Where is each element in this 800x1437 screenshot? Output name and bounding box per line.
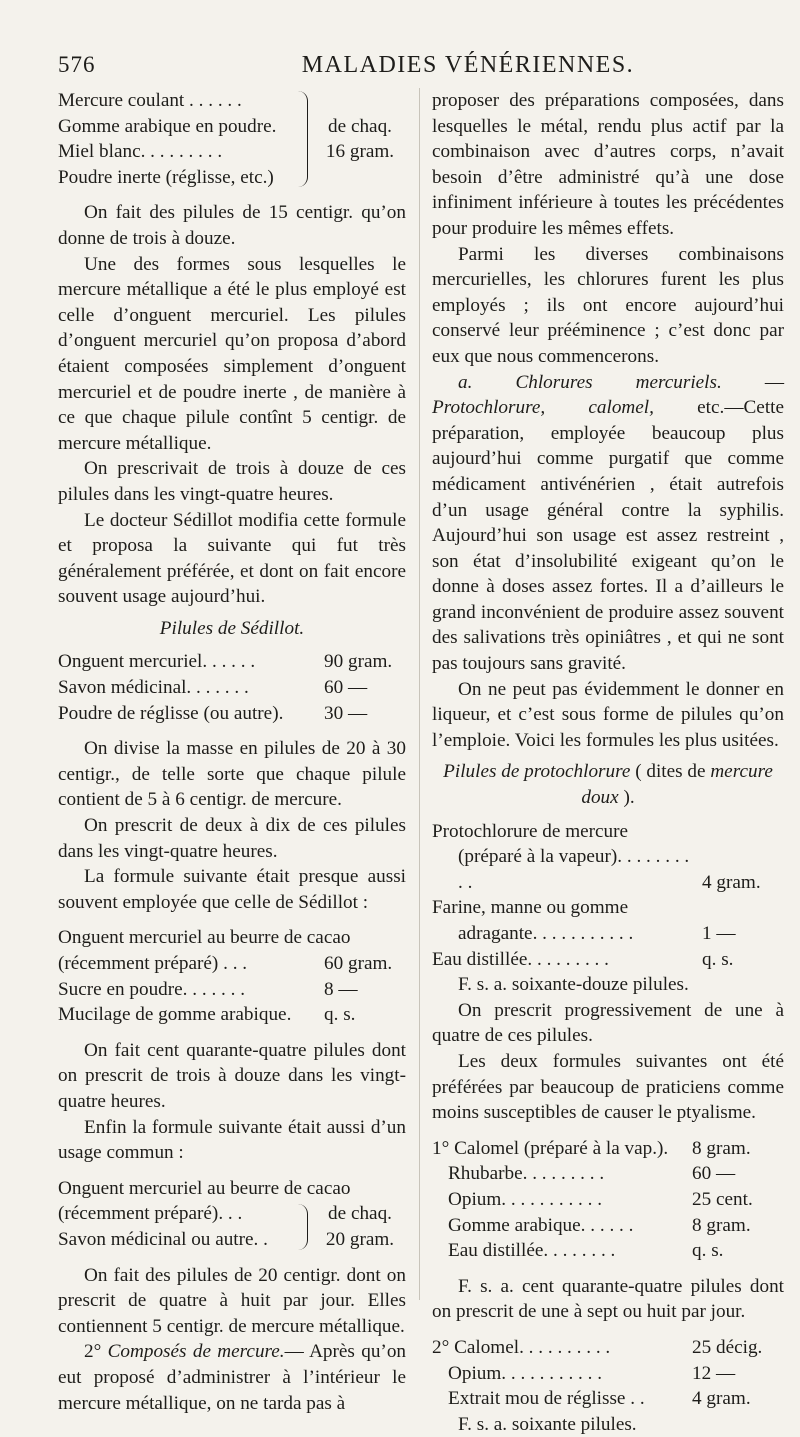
left-column xyxy=(58,88,406,1416)
brace-mark xyxy=(297,91,308,187)
paragraph: On prescrit progressivement de une à quatre de ces pilules. xyxy=(432,999,784,1047)
paragraph: On prescrit de deux à dix de ces pilules dans les vingt-quatre heures. xyxy=(58,815,406,862)
paragraph: 2° Composés de mercure.— Après qu’on eut proposé d’administrer à l’intérieur le mercure métallique, on ne tarda pas à xyxy=(58,1341,407,1414)
formula-line: Extrait mou de réglisse . . 4 gram. xyxy=(448,1388,751,1410)
formula-line: Gomme arabique. . . . . . 8 gram. xyxy=(448,1214,751,1236)
formula-line: Farine, manne ou gomme adragante. . . . . . . . . . . 1 — xyxy=(432,897,736,944)
paragraph: On prescrivait de trois à douze de ces pilules dans les vingt-quatre heures. xyxy=(58,458,406,505)
formula-block xyxy=(432,1136,784,1264)
paragraph: Les deux formules suivantes ont été préférées par beaucoup de praticiens comme moins susceptibles de causer le ptyalisme. xyxy=(432,1050,784,1124)
formula-line: Opium. . . . . . . . . . . 25 cent. xyxy=(448,1188,753,1210)
formula-line: Mercure coulant . . . . . . xyxy=(58,90,242,111)
formula-line: Gomme arabique en poudre. xyxy=(58,115,277,137)
running-header xyxy=(58,52,758,82)
paragraph: On fait des pilules de 20 centigr. dont on prescrit de quatre à huit par jour. Elles contiennent 5 centigr. de mercure métallique. xyxy=(58,1264,406,1337)
formula-block xyxy=(432,819,784,973)
formula-line: 2° Calomel. . . . . . . . . . 25 décig. xyxy=(432,1336,763,1358)
paragraph: a. Chlorures mercuriels. — Protochlorure, calomel, etc.—Cette préparation, employée beaucoup plus aujourd’hui comme purgatif que comme médicament antivénérien , était autrefois d’un usage général contre la syphilis. Aujourd’hui son usage est assez restreint , son état d’insolubilité exigeant qu’on le donne à doses assez fortes. Il a d’ailleurs le grand inconvénient de produire assez souvent des salivations très opiniâtres , et qui ne sont pas toujours sans gravité. xyxy=(432,371,785,675)
formula-line: Eau distillée. . . . . . . . . q. s. xyxy=(432,948,734,970)
formula-line: Onguent mercuriel au beurre de cacao xyxy=(58,1177,351,1199)
formula-dose: de chaq. 20 gram. xyxy=(325,1203,395,1250)
running-head-title: MALADIES VÉNÉRIENNES. xyxy=(301,52,635,78)
right-column xyxy=(432,88,784,1437)
section-heading: Chlorures mercuriels. xyxy=(515,371,722,393)
formula-line: Rhubarbe. . . . . . . . . 60 — xyxy=(448,1163,736,1185)
formula-block xyxy=(58,925,406,1027)
formula-block xyxy=(432,1335,784,1412)
formula-line: Poudre inerte (réglisse, etc.) xyxy=(58,166,274,188)
paragraph: Une des formes sous lesquelles le mercure métallique a été le plus employé est celle d’onguent mercuriel. Les pilules d’onguent mercuriel qu’on proposa d’abord étaient composées simplement d’onguent mercuriel et de poudre inerte , de manière à ce que chaque pilule contînt 5 centigr. de mercure métallique. xyxy=(58,253,406,454)
formula-line: Mucilage de gomme arabique. q. s. xyxy=(58,1004,356,1026)
formula-dose: de chaq. 16 gram. xyxy=(325,115,395,163)
formula-line: Onguent mercuriel au beurre de cacao xyxy=(58,927,351,949)
formula-line: 1° Calomel (préparé à la vap.). 8 gram. xyxy=(432,1137,751,1159)
paragraph: F. s. a. soixante pilules. xyxy=(458,1413,637,1435)
formula-block xyxy=(58,649,406,726)
brace-mark xyxy=(297,1204,308,1249)
section-heading: Composés de mercure. xyxy=(107,1341,285,1363)
section-title: Pilules de protochlorure ( dites de mercure doux ). xyxy=(443,761,773,809)
paragraph: F. s. a. cent quarante-quatre pilules dont on prescrit de une à sept ou huit par jour. xyxy=(432,1275,784,1323)
page-number: 576 xyxy=(58,52,96,77)
formula-line: Savon médicinal. . . . . . . 60 — xyxy=(58,677,368,699)
paragraph: F. s. a. soixante-douze pilules. xyxy=(458,974,689,996)
paragraph: On ne peut pas évidemment le donner en liqueur, et c’est sous forme de pilules qu’on l’emploie. Voici les formules les plus usitées. xyxy=(432,678,784,751)
formula-line: (récemment préparé). . . xyxy=(58,1203,243,1225)
formula-line: Poudre de réglisse (ou autre). 30 — xyxy=(58,702,368,724)
formula-line: Savon médicinal ou autre. . xyxy=(58,1228,268,1250)
paragraph: Parmi les diverses combinaisons mercurielles, les chlorures furent les plus employés ; ils ont encore aujourd’hui conservé leur prééminence ; c’est donc par eux que nous commencerons. xyxy=(432,243,784,367)
paragraph: On fait cent quarante-quatre pilules dont on prescrit de trois à douze dans les vingt-quatre heures. xyxy=(58,1039,406,1112)
formula-line: Sucre en poudre. . . . . . . 8 — xyxy=(58,978,358,1000)
paragraph: La formule suivante était presque aussi souvent employée que celle de Sédillot : xyxy=(58,866,406,913)
paragraph: On divise la masse en pilules de 20 à 30 centigr., de telle sorte que chaque pilule contient de 5 à 6 centigr. de mercure. xyxy=(58,738,406,811)
formula-line: Opium. . . . . . . . . . . 12 — xyxy=(448,1362,736,1384)
paragraph: On fait des pilules de 15 centigr. qu’on donne de trois à douze. xyxy=(58,202,406,249)
formula-line: Miel blanc. . . . . . . . . xyxy=(58,141,223,163)
formula-block xyxy=(58,88,406,190)
section-title: Pilules de Sédillot. xyxy=(159,617,305,639)
formula-line: (récemment préparé) . . . 60 gram. xyxy=(58,953,393,974)
column-divider xyxy=(419,88,420,1300)
formula-line: Protochlorure de mercure (préparé à la vapeur). . . . . . . . . . 4 gram. xyxy=(432,820,761,893)
formula-line: Onguent mercuriel. . . . . . 90 gram. xyxy=(58,651,393,673)
paragraph: Le docteur Sédillot modifia cette formule et proposa la suivante qui fut très généralement préférée, et dont on fait encore souvent usage aujourd’hui. xyxy=(58,509,406,608)
formula-block xyxy=(58,1176,406,1253)
paragraph: proposer des préparations composées, dans lesquelles le métal, rendu plus actif par la combinaison avec d’autres corps, n’avait besoin d’être administré qu’à une dose infiniment inférieure à toutes les précédentes pour produire les mêmes effets. xyxy=(432,90,784,239)
paragraph: Enfin la formule suivante était aussi d’un usage commun : xyxy=(58,1116,406,1164)
formula-line: Eau distillée. . . . . . . . q. s. xyxy=(448,1240,724,1262)
